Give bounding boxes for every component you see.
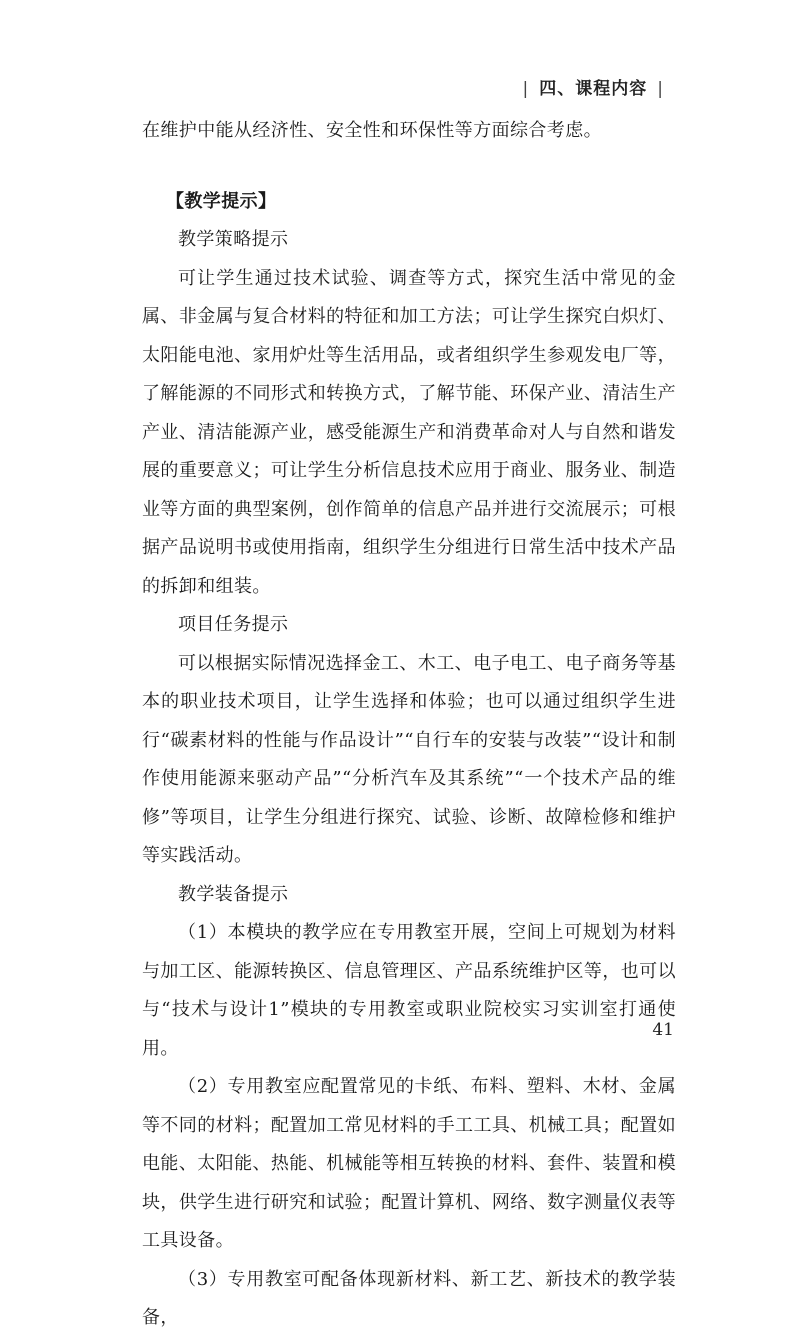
running-header — [513, 74, 674, 99]
header-bar-right: | — [657, 79, 664, 99]
page-number: 41 — [652, 1020, 674, 1040]
equipment-item-2: （2）专用教室应配置常见的卡纸、布料、塑料、木材、金属等不同的材料；配置加工常见材料的手工工具、机械工具；配置如电能、太阳能、热能、机械能等相互转换的材料、套件、装置和模块，供学生进行研究和试验；配置计算机、网络、数字测量仪表等工具设备。 — [142, 1076, 676, 1251]
equipment-item-3: （3）专用教室可配备体现新材料、新工艺、新技术的教学装备， — [142, 1268, 676, 1328]
paragraph-continued: 在维护中能从经济性、安全性和环保性等方面综合考虑。 — [142, 120, 602, 141]
section-title: 四、课程内容 — [539, 79, 648, 99]
equipment-heading: 教学装备提示 — [178, 883, 289, 905]
strategy-heading: 教学策略提示 — [178, 229, 289, 250]
project-paragraph: 可以根据实际情况选择金工、木工、电子电工、电子商务等基本的职业技术项目，让学生选择和体验；也可以通过组织学生进行“碳素材料的性能与作品设计”“自行车的安装与改装”“设计和制作使用能源来驱动产品”“分析汽车及其系统”“一个技术产品的维修”等项目，让学生分组进行探究、试验、诊断、故障检修和维护等实践活动。 — [142, 652, 676, 866]
project-heading: 项目任务提示 — [178, 614, 289, 635]
strategy-paragraph: 可让学生通过技术试验、调查等方式，探究生活中常见的金属、非金属与复合材料的特征和加工方法；可让学生探究白炽灯、太阳能电池、家用炉灶等生活用品，或者组织学生参观发电厂等，了解能源的不同形式和转换方式，了解节能、环保产业、清洁生产产业、清洁能源产业，感受能源生产和消费革命对人与自然和谐发展的重要意义；可让学生分析信息技术应用于商业、服务业、制造业等方面的典型案例，创作简单的信息产品并进行交流展示；可根据产品说明书或使用指南，组织学生分组进行日常生活中技术产品的拆卸和组装。 — [142, 267, 676, 597]
page-body — [142, 112, 676, 1338]
header-bar-left: | — [522, 79, 530, 99]
equipment-item-1: （1）本模块的教学应在专用教室开展，空间上可规划为材料与加工区、能源转换区、信息管理区、产品系统维护区等，也可以与“技术与设计1”模块的专用教室或职业院校实习实训室打通使用。 — [142, 922, 676, 1059]
teaching-tips-heading: 【教学提示】 — [166, 190, 277, 212]
